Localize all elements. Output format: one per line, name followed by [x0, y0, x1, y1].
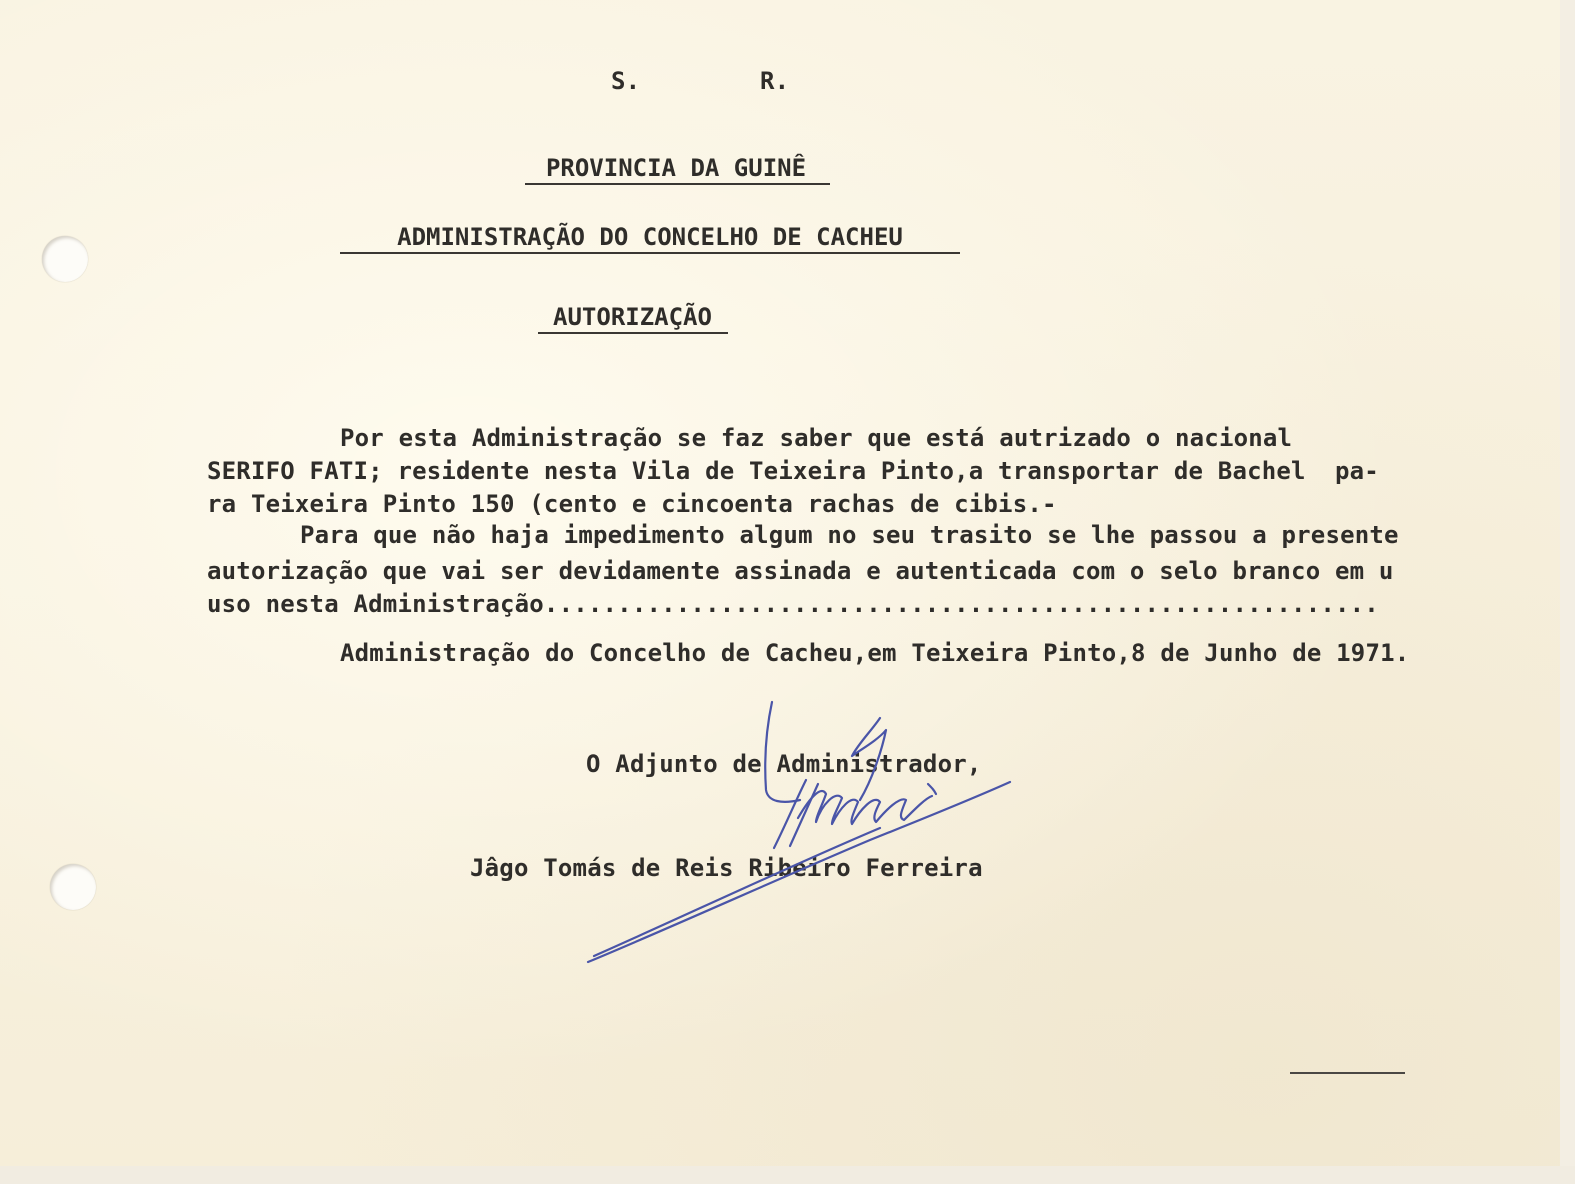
province-underline — [525, 183, 830, 185]
punch-hole-top — [42, 236, 88, 282]
punch-hole-bottom — [50, 864, 96, 910]
page-edge-right — [1560, 0, 1575, 1184]
sr-mark-left: S. — [611, 67, 641, 95]
sr-mark-right: R. — [760, 67, 790, 95]
signatory-role: O Adjunto de Administrador, — [586, 750, 982, 778]
province-heading: PROVINCIA DA GUINÊ — [545, 154, 807, 182]
stray-pencil-mark — [1290, 1072, 1405, 1074]
document-title: AUTORIZAÇÃO — [553, 303, 712, 331]
administration-underline — [340, 252, 960, 254]
document-title-underline — [538, 332, 728, 334]
date-line: Administração do Concelho de Cacheu,em Teixeira Pinto,8 de Junho de 1971. — [340, 639, 1410, 667]
body-line-2: SERIFO FATI; residente nesta Vila de Teixeira Pinto,a transportar de Bachel pa- — [207, 457, 1379, 485]
body-line-1: Por esta Administração se faz saber que está autrizado o nacional — [340, 424, 1293, 452]
body-line-5: autorização que vai ser devidamente assinada e autenticada com o selo branco em u — [207, 557, 1394, 585]
signatory-name: Jâgo Tomás de Reis Ribeiro Ferreira — [470, 854, 983, 882]
handwritten-signature — [560, 690, 1040, 980]
page-edge-bottom — [0, 1166, 1575, 1184]
body-line-6: uso nesta Administração......................................................... — [207, 590, 1379, 618]
body-line-3: ra Teixeira Pinto 150 (cento e cincoenta rachas de cibis.- — [207, 490, 1057, 518]
administration-heading: ADMINISTRAÇÃO DO CONCELHO DE CACHEU — [397, 223, 903, 251]
body-line-4: Para que não haja impedimento algum no seu trasito se lhe passou a presente — [300, 521, 1399, 549]
